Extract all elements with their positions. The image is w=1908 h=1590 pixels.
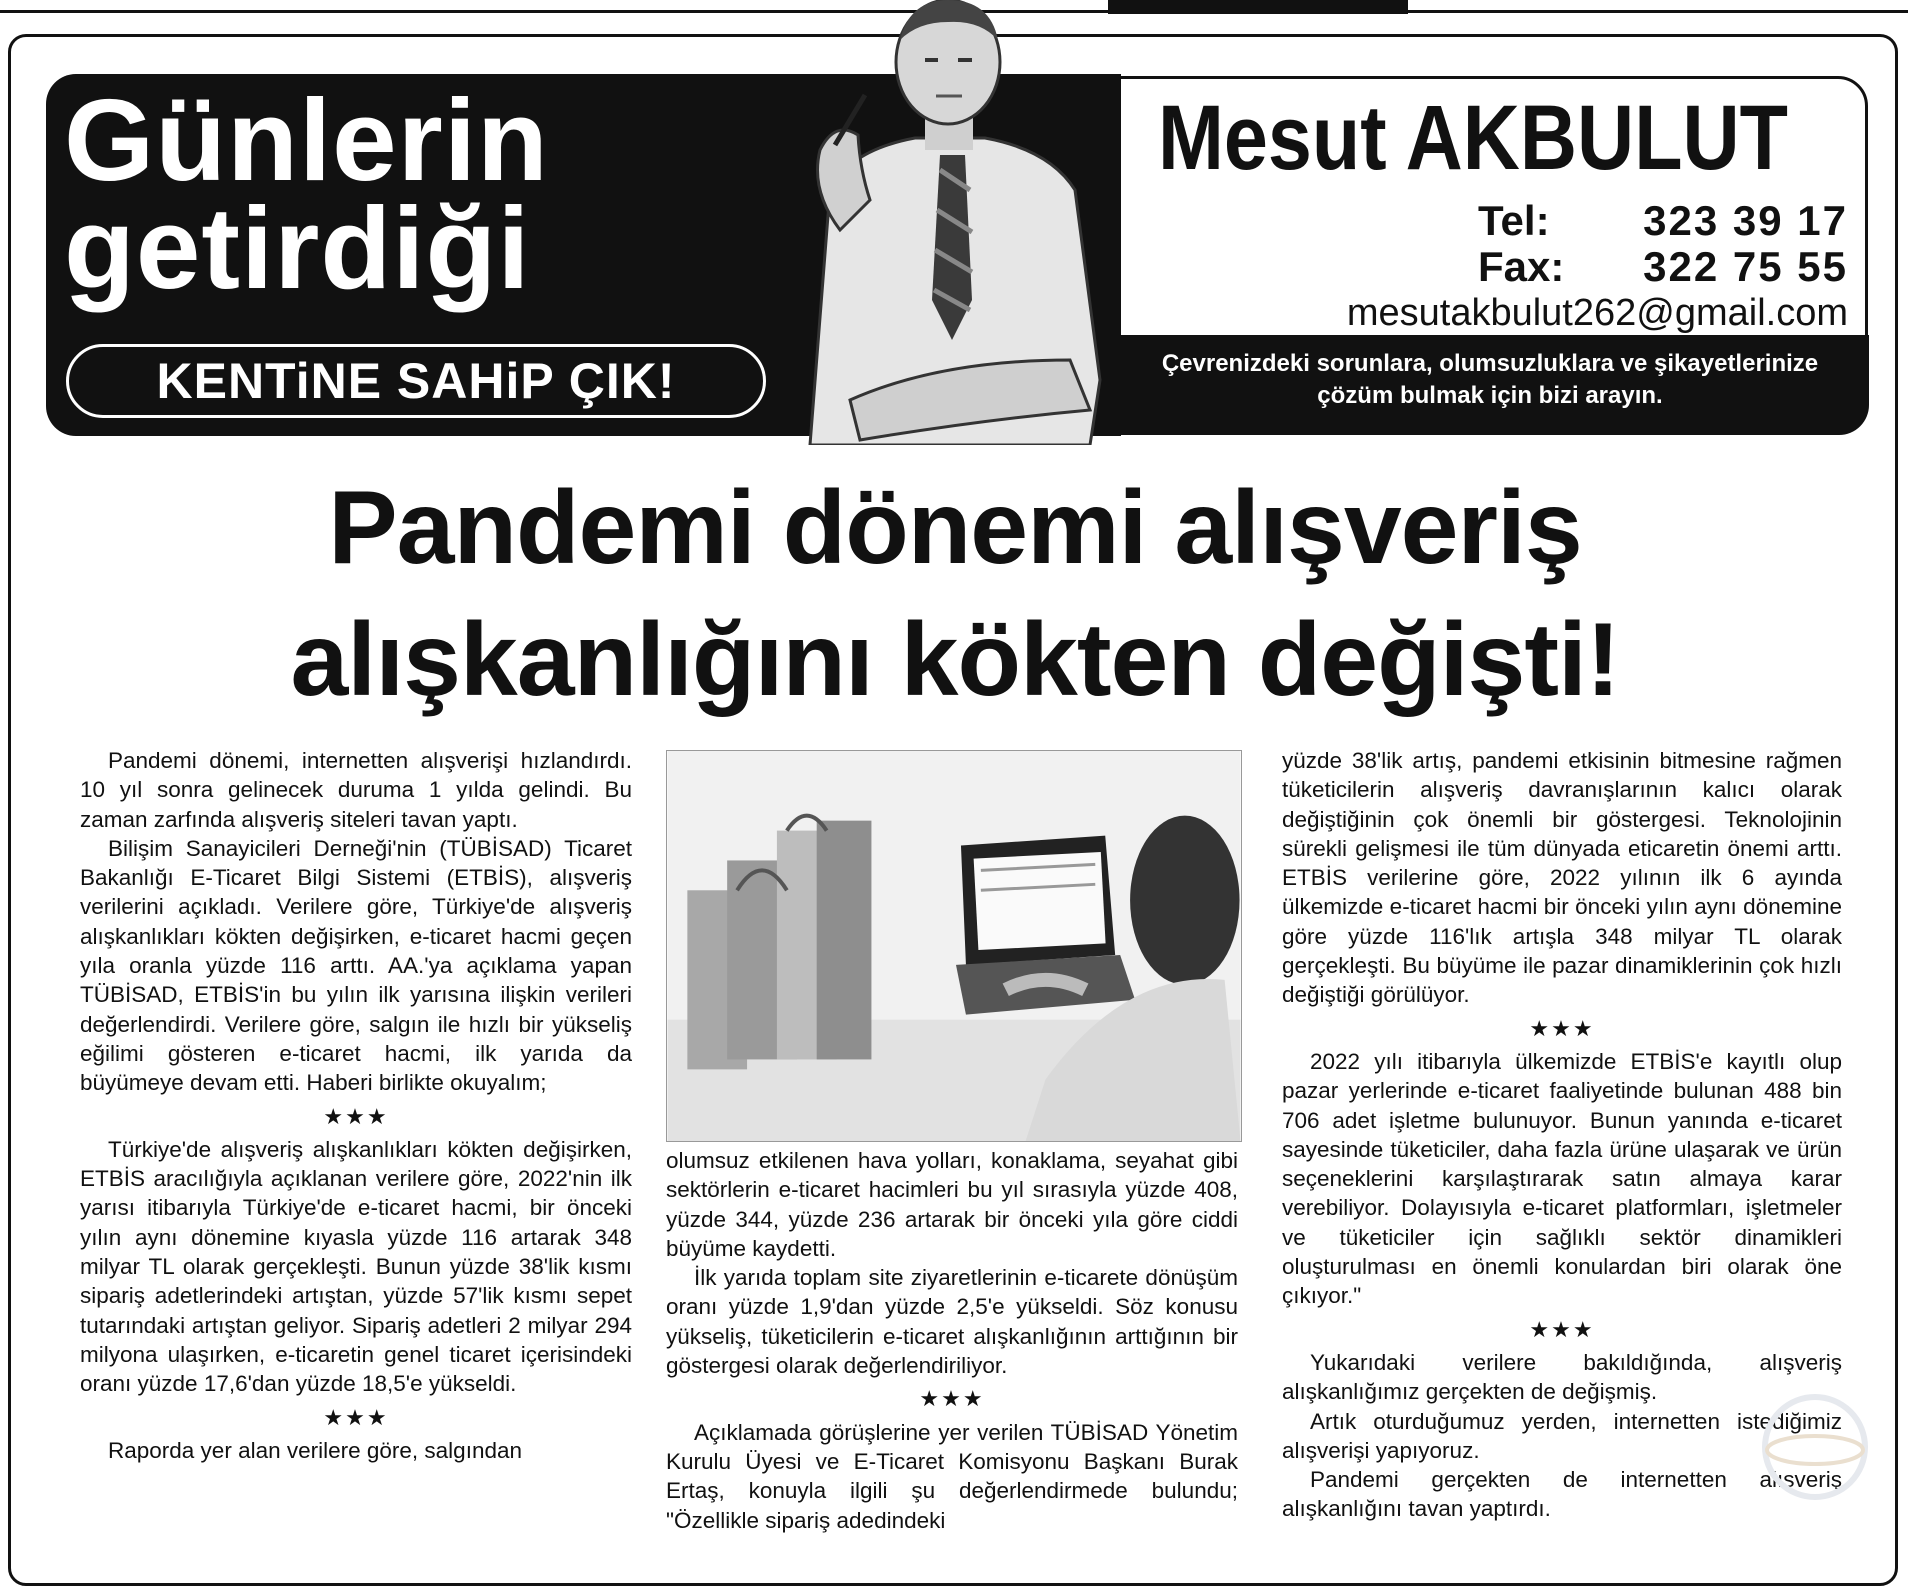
- article-column-1: [80, 746, 632, 1465]
- tel-label: Tel:: [1478, 197, 1550, 244]
- paragraph: Raporda yer alan verilere göre, salgından: [108, 1437, 522, 1463]
- tel-number: 323 39 17: [1643, 197, 1848, 244]
- separator: ★★★: [919, 1386, 985, 1412]
- paragraph: Türkiye'de alışveriş alışkanlıkları kökten değişirken, ETBİS aracılığıyla açıklanan verilere göre, 2022'nin ilk yarısı itibarıyla Türkiye'de e-ticaret hacmi, bir önceki yılın aynı dönemine kıyasla yüzde 116 artarak 348 milyar TL olarak gerçekleşti. Bunun yüzde 38'lik kısmı sipariş adetlerindeki artıştan, yüzde 57'lik kısmı sepet tutarındaki artıştan geliyor. Sipariş adetleri 2 milyar 294 milyona ulaşırken, e-ticaretin genel ticaret içerisindeki oranı yüzde 17,6'dan yüzde 18,5'e yükseldi.: [80, 1136, 632, 1397]
- paragraph: olumsuz etkilenen hava yolları, konaklama, seyahat gibi sektörlerin e-ticaret hacimleri bu yıl sırasıyla yüzde 408, yüzde 344, yüzde 236 artarak bir önceki yıla göre ciddi büyüme kaydetti.: [666, 1148, 1238, 1261]
- watermark-logo: [1760, 1392, 1870, 1502]
- author-portrait: [740, 0, 1160, 445]
- article-column-2: [666, 1146, 1238, 1535]
- article-headline: Pandemi dönemi alışveriş alışkanlığını kökten değişti!: [290, 470, 1620, 718]
- paragraph: 2022 yılı itibarıyla ülkemizde ETBİS'e kayıtlı olup pazar yerlerinde e-ticaret faaliyetinde bulunan 488 bin 706 adet işletme bulunuyor. Bunun yanında e-ticaret sayesinde tüketiciler, daha fazla ürüne ulaşarak ve ürün seçeneklerini karşılaştırarak satın almaya karar verebiliyor. Dolayısıyla e-ticaret platformları, işletmeler ve tüketiciler için sağlıklı sektör dinamikleri oluşturulması en önemli konulardan biri olarak öne çıkıyor.": [1282, 1048, 1842, 1309]
- fax-number: 322 75 55: [1643, 243, 1848, 290]
- paragraph: Pandemi dönemi, internetten alışverişi hızlandırdı. 10 yıl sonra gelinecek duruma 1 yılda gelindi. Bu zaman zarfında alışveriş siteleri tavan yaptı.: [80, 748, 632, 832]
- separator: ★★★: [323, 1404, 389, 1430]
- author-name: Mesut AKBULUT: [1158, 87, 1788, 189]
- contact-fax: [1478, 244, 1848, 290]
- paragraph: Artık oturduğumuz yerden, internetten istediğimiz alışverişi yapıyoruz.: [1282, 1408, 1842, 1463]
- paragraph: yüzde 38'lik artış, pandemi etkisinin bitmesine rağmen tüketicilerin alışveriş davranışlarının kalıcı olarak değiştiğinin çok önemli bir göstergesi. Teknolojinin sürekli gelişmesi ile tüm dünyada eticaretin önemi arttı. ETBİS verilerine göre, 2022 yılının ilk 6 ayında ülkemizde e-ticaret hacmi bir önceki yılın aynı dönemine göre yüzde 116'lık artışla 348 milyar TL olarak gerçekleşti. Bu büyüme ile pazar dinamiklerinin çok hızlı değiştiği görülüyor.: [1282, 748, 1842, 1008]
- column-slogan: KENTiNE SAHiP ÇIK!: [66, 344, 766, 418]
- article-photo: [666, 750, 1242, 1142]
- separator: ★★★: [1529, 1316, 1595, 1342]
- paragraph: Açıklamada görüşlerine yer verilen TÜBİSAD Yönetim Kurulu Üyesi ve E-Ticaret Komisyonu Başkanı Burak Ertaş, konuyla ilgili şu değerlendirmede bulundu; "Özellikle sipariş adedindeki: [666, 1419, 1238, 1533]
- paragraph: Bilişim Sanayicileri Derneği'nin (TÜBİSAD) Ticaret Bakanlığı E-Ticaret Bilgi Sistemi (ETBİS), alışveriş verilerini açıkladı. Verilere göre, Türkiye'de alışveriş alışkanlıkları kökten değişirken, e-ticaret hacmi geçen yıla oranla yüzde 116 arttı. AA.'ya açıklama yapan TÜBİSAD, ETBİS'in bu yılın ilk yarısına ilişkin verileri değerlendirdi. Verilere göre, salgın ile hızlı bir yükseliş eğilimi gösteren e-ticaret hacmi, ilk yarıda da büyümeye devam etti. Haberi birlikte okuyalım;: [80, 835, 632, 1096]
- article-column-3: [1282, 746, 1842, 1524]
- separator: ★★★: [323, 1103, 389, 1129]
- paragraph: Yukarıdaki verilere bakıldığında, alışveriş alışkanlığımız gerçekten de değişmiş.: [1282, 1349, 1842, 1405]
- contact-email: mesutakbulut262@gmail.com: [1346, 292, 1848, 334]
- paragraph: İlk yarıda toplam site ziyaretlerinin e-ticarete dönüşüm oranı yüzde 1,9'dan yüzde 2,5'e yükseldi. Söz konusu yükseliş, tüketicilerin e-ticaret alışkanlığının arttığının bir göstergesi olarak değerlendiriliyor.: [666, 1265, 1238, 1379]
- fax-label: Fax:: [1478, 243, 1565, 290]
- separator: ★★★: [1529, 1015, 1595, 1041]
- contact-tel: [1478, 198, 1848, 244]
- column-title: Günlerin getirdiği: [64, 75, 549, 313]
- header-note: Çevrenizdeki sorunlara, olumsuzluklara ve şikayetlerinize çözüm bulmak için bizi arayın.: [1161, 350, 1819, 409]
- paragraph: Pandemi gerçekten de internetten alışveriş alışkanlığını tavan yaptırdı.: [1282, 1467, 1842, 1522]
